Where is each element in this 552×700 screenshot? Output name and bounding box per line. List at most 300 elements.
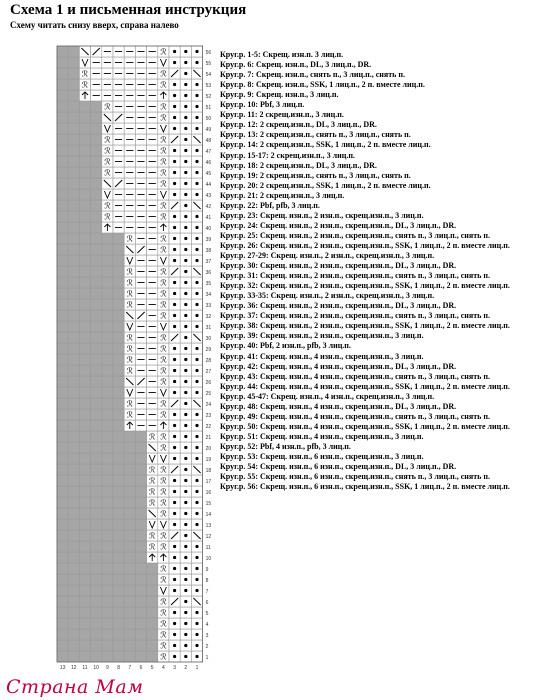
instruction-row: Круг.р. 41: Скрещ. изн.п., 4 изн.п., скрещ.изн.п., 3 лиц.п. xyxy=(220,351,424,361)
no-stitch-cell xyxy=(102,651,113,662)
no-stitch-cell xyxy=(79,321,90,332)
no-stitch-cell xyxy=(113,607,124,618)
no-stitch-cell xyxy=(124,541,135,552)
row-number: 26 xyxy=(205,380,212,386)
no-stitch-cell xyxy=(135,552,146,563)
no-stitch-cell xyxy=(91,519,102,530)
twisted-purl-symbol: ℛ xyxy=(160,564,167,574)
no-stitch-cell xyxy=(79,640,90,651)
column-number: 6 xyxy=(139,665,143,671)
no-stitch-cell xyxy=(91,145,102,156)
twisted-purl-symbol: ℛ xyxy=(126,278,133,288)
knit-symbol xyxy=(195,556,198,559)
no-stitch-cell xyxy=(68,343,79,354)
column-number: 9 xyxy=(106,665,109,671)
twisted-purl-symbol: ℛ xyxy=(104,212,111,222)
no-stitch-cell xyxy=(113,585,124,596)
no-stitch-cell xyxy=(91,453,102,464)
no-stitch-cell xyxy=(57,453,68,464)
no-stitch-cell xyxy=(102,574,113,585)
row-number: 14 xyxy=(205,512,212,518)
twisted-purl-symbol: ℛ xyxy=(160,267,167,277)
no-stitch-cell xyxy=(68,321,79,332)
knit-symbol xyxy=(173,380,176,383)
no-stitch-cell xyxy=(57,409,68,420)
row-number: 51 xyxy=(205,105,212,111)
no-stitch-cell xyxy=(113,255,124,266)
no-stitch-cell xyxy=(79,442,90,453)
knit-symbol xyxy=(195,380,198,383)
knit-symbol xyxy=(184,292,187,295)
no-stitch-cell xyxy=(91,200,102,211)
no-stitch-cell xyxy=(102,277,113,288)
knit-symbol xyxy=(173,435,176,438)
knit-symbol xyxy=(195,193,198,196)
knit-symbol xyxy=(184,72,187,75)
knit-symbol xyxy=(184,402,187,405)
no-stitch-cell xyxy=(102,464,113,475)
twisted-purl-symbol: ℛ xyxy=(81,80,89,90)
no-stitch-cell xyxy=(124,519,135,530)
knit-symbol xyxy=(184,512,187,515)
knit-symbol xyxy=(195,105,198,108)
knit-symbol xyxy=(173,116,176,119)
no-stitch-cell xyxy=(102,563,113,574)
no-stitch-cell xyxy=(91,310,102,321)
no-stitch-cell xyxy=(79,420,90,431)
instruction-row: Круг.р. 9: Скрещ. изн.п., 3 лиц.п. xyxy=(220,90,339,100)
no-stitch-cell xyxy=(57,497,68,508)
row-number: 33 xyxy=(205,303,212,309)
no-stitch-cell xyxy=(113,321,124,332)
no-stitch-cell xyxy=(79,211,90,222)
twisted-purl-symbol: ℛ xyxy=(160,157,167,167)
row-number: 40 xyxy=(205,226,212,232)
twisted-purl-symbol: ℛ xyxy=(160,443,167,453)
no-stitch-cell xyxy=(102,266,113,277)
no-stitch-cell xyxy=(147,607,158,618)
knit-symbol xyxy=(184,622,187,625)
twisted-purl-symbol: ℛ xyxy=(149,531,156,541)
twisted-purl-symbol: ℛ xyxy=(149,465,156,475)
no-stitch-cell xyxy=(57,519,68,530)
instruction-row: Круг.р. 36: Скрещ. изн.п., 2 изн.п., скрещ.изн.п., DL, 3 лиц.п., DR. xyxy=(220,301,457,311)
no-stitch-cell xyxy=(102,365,113,376)
no-stitch-cell xyxy=(57,376,68,387)
no-stitch-cell xyxy=(68,376,79,387)
no-stitch-cell xyxy=(124,431,135,442)
no-stitch-cell xyxy=(91,222,102,233)
no-stitch-cell xyxy=(68,222,79,233)
no-stitch-cell xyxy=(113,310,124,321)
no-stitch-cell xyxy=(68,277,79,288)
row-number: 22 xyxy=(205,424,212,430)
no-stitch-cell xyxy=(68,112,79,123)
no-stitch-cell xyxy=(68,398,79,409)
no-stitch-cell xyxy=(113,519,124,530)
knit-symbol xyxy=(173,622,176,625)
no-stitch-cell xyxy=(135,475,146,486)
no-stitch-cell xyxy=(79,508,90,519)
knit-symbol xyxy=(173,523,176,526)
no-stitch-cell xyxy=(102,409,113,420)
knit-symbol xyxy=(195,149,198,152)
no-stitch-cell xyxy=(91,640,102,651)
no-stitch-cell xyxy=(79,431,90,442)
page-subtitle: Схему читать снизу вверх, справа налево xyxy=(10,20,179,30)
no-stitch-cell xyxy=(68,563,79,574)
no-stitch-cell xyxy=(79,156,90,167)
no-stitch-cell xyxy=(91,497,102,508)
knit-symbol xyxy=(195,391,198,394)
instruction-row: Круг.р. 20: 2 скрещ.изн.п., SSK, 1 лиц.п., 2 п. вместе лиц.п. xyxy=(220,180,431,190)
knit-symbol xyxy=(195,303,198,306)
no-stitch-cell xyxy=(68,101,79,112)
twisted-purl-symbol: ℛ xyxy=(104,146,111,156)
knit-symbol xyxy=(173,182,176,185)
no-stitch-cell xyxy=(124,442,135,453)
no-stitch-cell xyxy=(68,354,79,365)
instruction-row: Круг.р. 26: Скрещ. изн.п., 2 изн.п., скрещ.изн.п., SSK, 1 лиц.п., 2 п. вместе лиц.п. xyxy=(220,240,510,250)
column-number: 11 xyxy=(82,665,88,671)
twisted-purl-symbol: ℛ xyxy=(160,542,167,552)
no-stitch-cell xyxy=(68,332,79,343)
knit-symbol xyxy=(195,644,198,647)
no-stitch-cell xyxy=(57,585,68,596)
row-number: 53 xyxy=(205,83,212,89)
row-number: 28 xyxy=(205,358,212,364)
column-number: 8 xyxy=(117,665,120,671)
twisted-purl-symbol: ℛ xyxy=(149,498,156,508)
column-number: 12 xyxy=(71,665,77,671)
instruction-row: Круг.р. 23: Скрещ. изн.п., 2 изн.п., скрещ.изн.п., 3 лиц.п. xyxy=(220,210,424,220)
knit-symbol xyxy=(173,457,176,460)
no-stitch-cell xyxy=(68,90,79,101)
no-stitch-cell xyxy=(113,629,124,640)
no-stitch-cell xyxy=(102,519,113,530)
knit-symbol xyxy=(195,578,198,581)
no-stitch-cell xyxy=(113,431,124,442)
no-stitch-cell xyxy=(57,222,68,233)
no-stitch-cell xyxy=(68,310,79,321)
no-stitch-cell xyxy=(68,288,79,299)
knit-symbol xyxy=(195,171,198,174)
no-stitch-cell xyxy=(79,145,90,156)
knit-symbol xyxy=(195,248,198,251)
no-stitch-cell xyxy=(102,585,113,596)
no-stitch-cell xyxy=(91,332,102,343)
no-stitch-cell xyxy=(124,607,135,618)
knit-symbol xyxy=(184,523,187,526)
knit-symbol xyxy=(195,567,198,570)
no-stitch-cell xyxy=(57,112,68,123)
knit-symbol xyxy=(184,226,187,229)
row-number: 19 xyxy=(205,457,212,463)
no-stitch-cell xyxy=(91,101,102,112)
no-stitch-cell xyxy=(68,57,79,68)
knit-symbol xyxy=(184,490,187,493)
no-stitch-cell xyxy=(102,332,113,343)
no-stitch-cell xyxy=(124,497,135,508)
knit-symbol xyxy=(195,160,198,163)
no-stitch-cell xyxy=(135,508,146,519)
no-stitch-cell xyxy=(79,398,90,409)
knit-symbol xyxy=(184,589,187,592)
knit-symbol xyxy=(184,644,187,647)
instruction-row: Круг.р. 44: Скрещ. изн.п., 4 изн.п., скрещ.изн.п., SSK, 1 лиц.п., 2 п. вместе лиц.п. xyxy=(220,381,510,391)
column-number: 3 xyxy=(173,665,176,671)
row-number: 13 xyxy=(205,523,212,529)
no-stitch-cell xyxy=(79,607,90,618)
knit-symbol xyxy=(184,259,187,262)
no-stitch-cell xyxy=(135,442,146,453)
no-stitch-cell xyxy=(91,277,102,288)
instruction-row: Круг.р. 53: Скрещ. изн.п., 6 изн.п., скрещ.изн.п., 3 лиц.п. xyxy=(220,452,424,461)
knit-symbol xyxy=(173,347,176,350)
no-stitch-cell xyxy=(113,387,124,398)
row-number: 29 xyxy=(205,347,212,353)
no-stitch-cell xyxy=(124,585,135,596)
knit-symbol xyxy=(195,94,198,97)
no-stitch-cell xyxy=(91,420,102,431)
no-stitch-cell xyxy=(57,134,68,145)
no-stitch-cell xyxy=(91,409,102,420)
no-stitch-cell xyxy=(68,486,79,497)
no-stitch-cell xyxy=(91,618,102,629)
no-stitch-cell xyxy=(57,508,68,519)
instruction-row: Круг.р. 22: Pbf, pfb, 3 лиц.п. xyxy=(220,200,320,210)
twisted-purl-symbol: ℛ xyxy=(160,498,167,508)
knit-symbol xyxy=(184,380,187,383)
no-stitch-cell xyxy=(57,288,68,299)
instruction-row: Круг.р. 27-29: Скрещ. изн.п., 2 изн.п., скрещ.изн.п., 3 лиц.п. xyxy=(220,251,435,260)
instruction-row: Круг.р. 15-17: 2 скрещ.изн.п., 3 лиц.п. xyxy=(220,150,355,160)
no-stitch-cell xyxy=(79,497,90,508)
no-stitch-cell xyxy=(91,343,102,354)
row-number: 6 xyxy=(205,600,209,606)
no-stitch-cell xyxy=(113,486,124,497)
instruction-row: Круг.р. 51: Скрещ. изн.п., 4 изн.п., скрещ.изн.п., 3 лиц.п. xyxy=(220,431,424,441)
twisted-purl-symbol: ℛ xyxy=(160,212,167,222)
no-stitch-cell xyxy=(68,464,79,475)
no-stitch-cell xyxy=(113,530,124,541)
no-stitch-cell xyxy=(102,321,113,332)
no-stitch-cell xyxy=(135,618,146,629)
no-stitch-cell xyxy=(113,354,124,365)
no-stitch-cell xyxy=(124,508,135,519)
no-stitch-cell xyxy=(135,497,146,508)
no-stitch-cell xyxy=(135,651,146,662)
no-stitch-cell xyxy=(57,57,68,68)
no-stitch-cell xyxy=(57,244,68,255)
knit-symbol xyxy=(184,545,187,548)
row-number: 4 xyxy=(205,622,209,628)
no-stitch-cell xyxy=(57,464,68,475)
knit-symbol xyxy=(195,127,198,130)
no-stitch-cell xyxy=(113,277,124,288)
no-stitch-cell xyxy=(102,629,113,640)
knit-symbol xyxy=(173,589,176,592)
no-stitch-cell xyxy=(68,68,79,79)
twisted-purl-symbol: ℛ xyxy=(160,399,167,409)
no-stitch-cell xyxy=(113,541,124,552)
twisted-purl-symbol: ℛ xyxy=(160,80,167,90)
column-number: 7 xyxy=(128,665,132,671)
knit-symbol xyxy=(173,259,176,262)
no-stitch-cell xyxy=(68,596,79,607)
row-number: 24 xyxy=(205,402,212,408)
no-stitch-cell xyxy=(57,541,68,552)
no-stitch-cell xyxy=(102,640,113,651)
row-number: 48 xyxy=(205,138,212,144)
row-number: 41 xyxy=(205,215,212,221)
no-stitch-cell xyxy=(68,145,79,156)
twisted-purl-symbol: ℛ xyxy=(126,410,133,420)
no-stitch-cell xyxy=(91,629,102,640)
no-stitch-cell xyxy=(79,387,90,398)
knit-symbol xyxy=(184,336,187,339)
knit-symbol xyxy=(184,149,187,152)
no-stitch-cell xyxy=(124,486,135,497)
knit-symbol xyxy=(195,457,198,460)
no-stitch-cell xyxy=(57,420,68,431)
no-stitch-cell xyxy=(147,585,158,596)
knit-symbol xyxy=(173,490,176,493)
knit-symbol xyxy=(173,248,176,251)
no-stitch-cell xyxy=(57,442,68,453)
no-stitch-cell xyxy=(68,541,79,552)
knit-symbol xyxy=(184,369,187,372)
twisted-purl-symbol: ℛ xyxy=(160,289,167,299)
instruction-row: Круг.р. 6: Скрещ. изн.п., DL, 3 лиц.п., DR. xyxy=(220,60,372,70)
twisted-purl-symbol: ℛ xyxy=(160,168,167,178)
knit-symbol xyxy=(195,501,198,504)
row-number: 39 xyxy=(205,237,212,243)
knit-symbol xyxy=(173,105,176,108)
no-stitch-cell xyxy=(57,90,68,101)
row-number: 3 xyxy=(205,633,209,639)
knit-symbol xyxy=(184,655,187,658)
no-stitch-cell xyxy=(57,596,68,607)
twisted-purl-symbol: ℛ xyxy=(160,531,167,541)
twisted-purl-symbol: ℛ xyxy=(160,410,167,420)
knit-symbol xyxy=(195,655,198,658)
no-stitch-cell xyxy=(68,233,79,244)
no-stitch-cell xyxy=(102,343,113,354)
no-stitch-cell xyxy=(135,486,146,497)
no-stitch-cell xyxy=(68,123,79,134)
knit-symbol xyxy=(195,545,198,548)
no-stitch-cell xyxy=(68,442,79,453)
knit-symbol xyxy=(173,424,176,427)
knit-symbol xyxy=(195,347,198,350)
no-stitch-cell xyxy=(102,442,113,453)
no-stitch-cell xyxy=(113,365,124,376)
no-stitch-cell xyxy=(79,310,90,321)
no-stitch-cell xyxy=(79,541,90,552)
no-stitch-cell xyxy=(57,486,68,497)
knit-symbol xyxy=(195,281,198,284)
row-number: 15 xyxy=(205,501,212,507)
knit-symbol xyxy=(173,578,176,581)
no-stitch-cell xyxy=(68,574,79,585)
knit-symbol xyxy=(184,215,187,218)
knit-symbol xyxy=(173,479,176,482)
no-stitch-cell xyxy=(91,508,102,519)
twisted-purl-symbol: ℛ xyxy=(126,289,133,299)
no-stitch-cell xyxy=(79,134,90,145)
no-stitch-cell xyxy=(124,640,135,651)
no-stitch-cell xyxy=(102,552,113,563)
knit-symbol xyxy=(184,160,187,163)
no-stitch-cell xyxy=(91,233,102,244)
no-stitch-cell xyxy=(113,640,124,651)
column-number: 5 xyxy=(150,665,154,671)
knit-symbol xyxy=(184,468,187,471)
no-stitch-cell xyxy=(79,354,90,365)
knit-symbol xyxy=(173,501,176,504)
no-stitch-cell xyxy=(57,618,68,629)
no-stitch-cell xyxy=(57,123,68,134)
knit-symbol xyxy=(184,413,187,416)
knit-symbol xyxy=(195,314,198,317)
no-stitch-cell xyxy=(68,79,79,90)
row-number: 9 xyxy=(205,567,209,573)
no-stitch-cell xyxy=(102,497,113,508)
instruction-row: Круг.р. 54: Скрещ. изн.п., 6 изн.п., скрещ.изн.п., DL, 3 лиц.п., DR. xyxy=(220,462,457,472)
no-stitch-cell xyxy=(91,387,102,398)
knit-symbol xyxy=(173,149,176,152)
twisted-purl-symbol: ℛ xyxy=(126,344,133,354)
knit-symbol xyxy=(173,292,176,295)
no-stitch-cell xyxy=(102,607,113,618)
no-stitch-cell xyxy=(91,596,102,607)
no-stitch-cell xyxy=(147,618,158,629)
no-stitch-cell xyxy=(113,563,124,574)
knit-symbol xyxy=(173,314,176,317)
no-stitch-cell xyxy=(79,464,90,475)
no-stitch-cell xyxy=(135,596,146,607)
column-number: 4 xyxy=(162,665,165,671)
no-stitch-cell xyxy=(57,607,68,618)
twisted-purl-symbol: ℛ xyxy=(160,47,167,57)
no-stitch-cell xyxy=(79,222,90,233)
no-stitch-cell xyxy=(102,310,113,321)
no-stitch-cell xyxy=(57,552,68,563)
no-stitch-cell xyxy=(113,398,124,409)
twisted-purl-symbol: ℛ xyxy=(160,135,167,145)
twisted-purl-symbol: ℛ xyxy=(104,201,111,211)
no-stitch-cell xyxy=(124,530,135,541)
no-stitch-cell xyxy=(68,178,79,189)
knit-symbol xyxy=(184,567,187,570)
no-stitch-cell xyxy=(124,651,135,662)
instruction-row: Круг.р. 39: Скрещ. изн.п., 2 изн.п., скрещ.изн.п., 3 лиц.п. xyxy=(220,331,424,341)
no-stitch-cell xyxy=(79,486,90,497)
no-stitch-cell xyxy=(113,464,124,475)
twisted-purl-symbol: ℛ xyxy=(160,113,167,123)
twisted-purl-symbol: ℛ xyxy=(104,168,111,178)
no-stitch-cell xyxy=(57,101,68,112)
knit-symbol xyxy=(195,259,198,262)
no-stitch-cell xyxy=(91,585,102,596)
no-stitch-cell xyxy=(102,387,113,398)
twisted-purl-symbol: ℛ xyxy=(160,146,167,156)
no-stitch-cell xyxy=(79,596,90,607)
row-number: 10 xyxy=(205,556,212,562)
row-number: 46 xyxy=(205,160,212,166)
twisted-purl-symbol: ℛ xyxy=(160,179,167,189)
